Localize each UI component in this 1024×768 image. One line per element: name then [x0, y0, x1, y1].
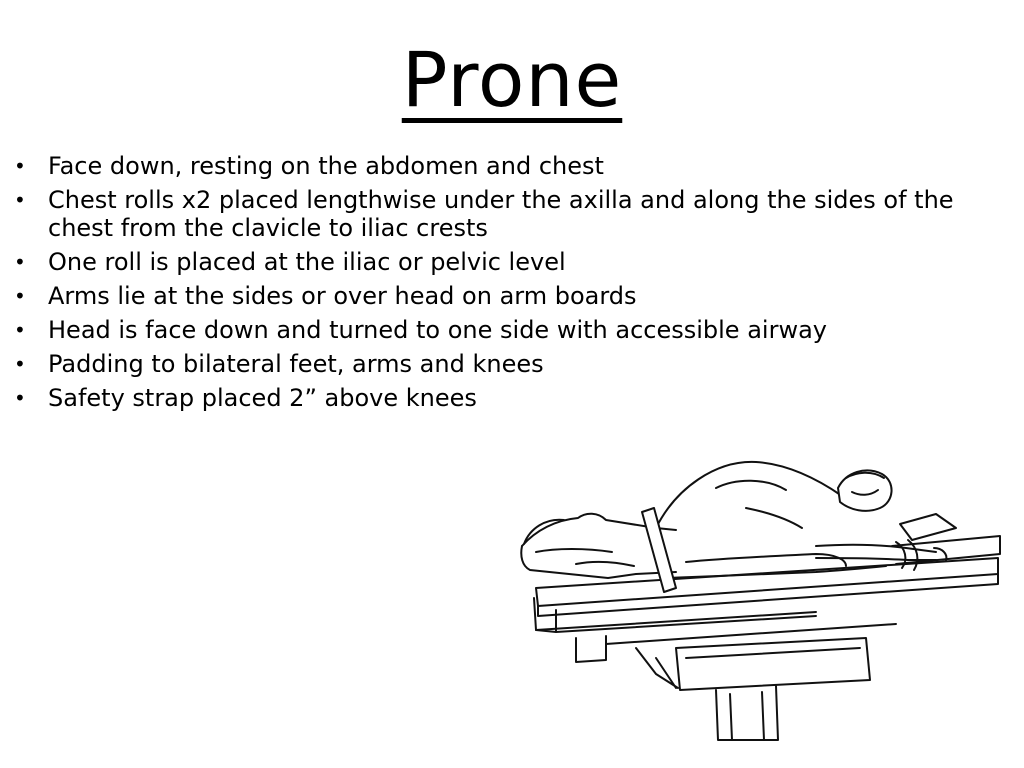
bullet-icon: •: [14, 250, 26, 274]
bullet-text: Face down, resting on the abdomen and chest: [48, 152, 604, 180]
bullet-text: Chest rolls x2 placed lengthwise under the axilla and along the sides of the chest from the clavicle to iliac crests: [48, 186, 954, 242]
prone-patient-illustration: [516, 448, 1006, 748]
bullet-item: [12, 316, 1012, 344]
bullet-text: One roll is placed at the iliac or pelvic level: [48, 248, 566, 276]
bullet-text: Safety strap placed 2” above knees: [48, 384, 477, 412]
bullet-text: Padding to bilateral feet, arms and knees: [48, 350, 544, 378]
bullet-list: [12, 152, 1012, 418]
slide-title-text: Prone: [401, 35, 623, 124]
bullet-item: [12, 186, 1012, 242]
bullet-text: Head is face down and turned to one side with accessible airway: [48, 316, 827, 344]
bullet-item: [12, 384, 1012, 412]
bullet-item: [12, 282, 1012, 310]
bullet-item: [12, 248, 1012, 276]
bullet-icon: •: [14, 284, 26, 308]
slide-title: [0, 32, 1024, 128]
bullet-icon: •: [14, 154, 26, 178]
bullet-icon: •: [14, 352, 26, 376]
bullet-icon: •: [14, 318, 26, 342]
bullet-item: [12, 350, 1012, 378]
patient-figure: [521, 462, 946, 578]
bullet-icon: •: [14, 188, 26, 212]
bullet-item: [12, 152, 1012, 180]
bullet-icon: •: [14, 386, 26, 410]
operating-table: [534, 558, 998, 740]
bullet-text: Arms lie at the sides or over head on arm boards: [48, 282, 637, 310]
